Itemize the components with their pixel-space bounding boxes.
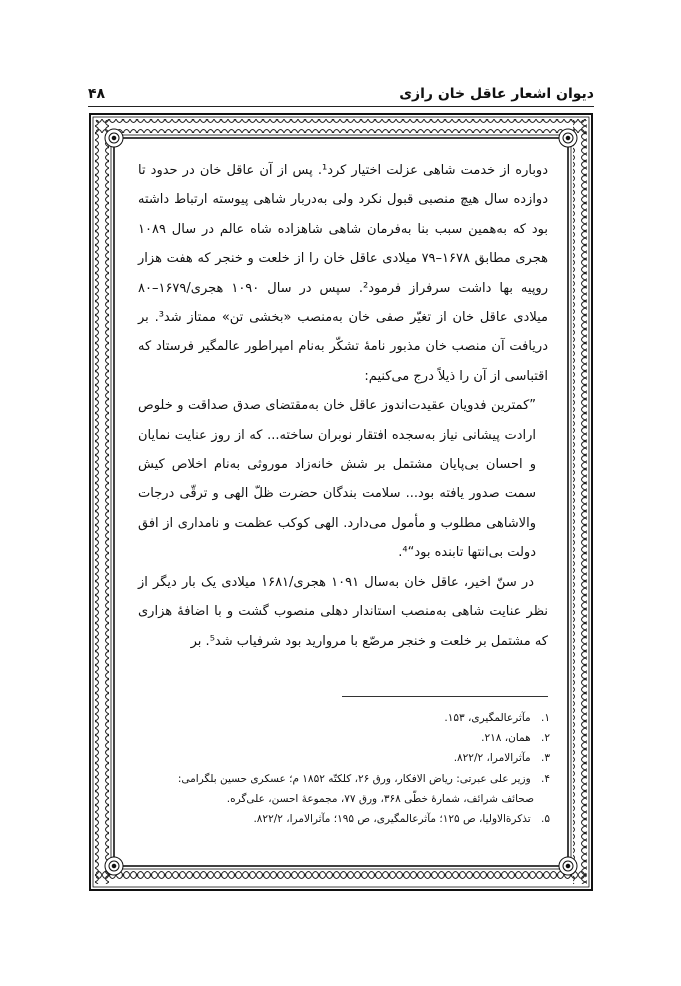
- footnote-number: ۱.: [541, 712, 550, 724]
- header-rule: [88, 106, 594, 107]
- footnote-1: [132, 708, 550, 728]
- footnote-number: ۵.: [541, 813, 550, 826]
- footnote-number: ۲.: [541, 732, 550, 745]
- footnote-text: مآثرعالمگیری، ۱۵۳.: [444, 712, 531, 724]
- quoted-letter: ”کمترین فدویان عقیدت‌اندوز عاقل خان به‌مقتضای صدق صداقت و خلوص ارادت پیشانی نیاز به‌سجده افتقار نوبران ساخته... که از روز عنایت نمایان و احسان بی‌پایان مشتمل بر شش خانه‌زاد موروثی به‌نام اخلاص کیش سمت صدور یافته بود... سلامت بندگان حضرت ظلّ الهی و ترقّی درجات والاشاهی مطلوب و مأمول می‌دارد. الهی کوکب عظمت و نامداری از افق دولت بی‌انتها تابنده بود“⁴.: [138, 398, 536, 561]
- page-header: [88, 84, 594, 106]
- footnote-separator: [342, 696, 548, 697]
- footnote-4-continued: صحائف شرائف، شمارۀ خطّی ۳۶۸، ورق ۷۷، مجموعۀ احسن، علی‌گره.: [226, 792, 534, 805]
- footnote-text: همان، ۲۱۸.: [481, 732, 531, 745]
- footnotes: [132, 708, 550, 829]
- footnote-number: ۴.: [541, 772, 550, 785]
- footnote-text: تذکرةالاولیا، ص ۱۲۵؛ مآثرعالمگیری، ص ۱۹۵؛ مآثرالامرا، ۸۲۲/۲.: [253, 813, 531, 826]
- paragraph-closing: در سنّ اخیر، عاقل خان به‌سال ۱۰۹۱ هجری/۱۶۸۱ میلادی یک بار دیگر از نظر عنایت شاهی به‌منصب استاندار دهلی منصوب گشت و با اضافۀ هزاری که مشتمل بر خلعت و خنجر مرصّع با مروارید بود شرفیاب شد⁵. بر: [138, 574, 548, 649]
- footnote-text: مآثرالامرا، ۸۲۲/۲.: [453, 752, 531, 765]
- footnote-5: [132, 809, 550, 829]
- footnote-text: وزیر علی عبرتی: ریاض الافکار، ورق ۲۶، کلکتّه ۱۸۵۲ م؛ عسکری حسین بلگرامی:: [177, 772, 531, 785]
- page-number: ۴۸: [88, 86, 106, 102]
- running-title: دیوان اشعار عاقل خان رازی: [399, 86, 594, 102]
- footnote-number: ۳.: [541, 752, 550, 765]
- footnote-2: [132, 728, 550, 748]
- main-text: [138, 156, 548, 676]
- footnote-3: [132, 748, 550, 768]
- paragraph-intro: دوباره از خدمت شاهی عزلت اختیار کرد¹. پس از آن عاقل خان در حدود تا دوازده سال هیچ منصبی قبول نکرد ولی به‌دربار شاهی پیوسته ارتباط داشته بود که به‌همین سبب بنا به‌فرمان شاهی شاهزاده شاه عالم در سال ۱۰۸۹ هجری مطابق ۱۶۷۸–۷۹ میلادی عاقل خان را از خلعت و خنجر که هفت هزار روپیه بها داشت سرفراز فرمود². سپس در سال ۱۰۹۰ هجری/۱۶۷۹–۸۰ میلادی عاقل خان از تغیّر صفی خان به‌منصب «بخشی تن» ممتاز شد³. بر دریافت آن منصب خان مذبور نامۀ تشکّر به‌نام امپراطور عالمگیر فرستاد که اقتباسی از آن را ذیلاً درج می‌کنیم:: [138, 163, 549, 384]
- footnote-4: [132, 769, 550, 789]
